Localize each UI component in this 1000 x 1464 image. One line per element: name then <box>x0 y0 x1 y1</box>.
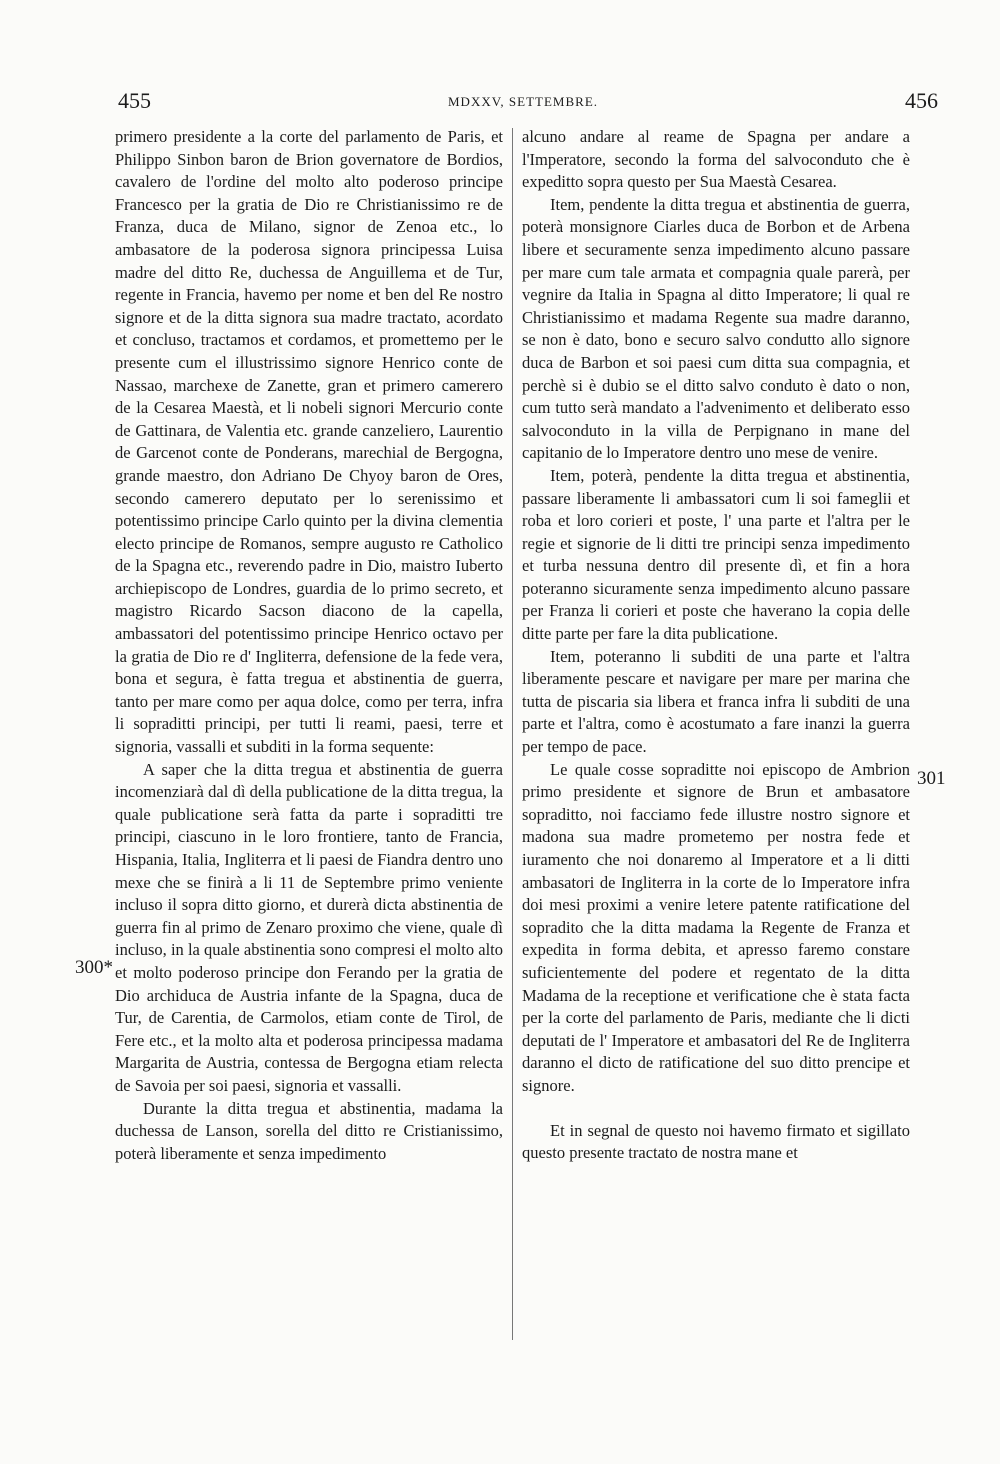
paragraph: Item, pendente la ditta tregua et abstinentia de guerra, poterà monsignore Ciarles duca de Borbon et de Arbena libere et securamente senza impedimento alcuno passare per mare cum tale armata et compagnia quale parerà, per vegnire da Italia in Spagna al ditto Imperatore; li qual re Christianissimo et madama Regente sua madre daranno, se non è dato, bono e securo salvo condutto allo signore duca de Barbon et soi paesi cum ditta sua compagnia, et perchè si è dubio se el ditto salvo conduto è dato o non, cum tutto serà mandato a l'advenimento et deliberato esso salvoconduto in la villa de Perpignano in mane del capitanio de lo Imperatore dentro uno mese de venire. <box>522 194 910 463</box>
left-column <box>115 126 503 1165</box>
page-header <box>0 80 1000 116</box>
running-title: MDXXV, SETTEMBRE. <box>448 94 599 109</box>
margin-note-left: 300* <box>75 957 113 978</box>
paragraph: primero presidente a la corte del parlamento de Paris, et Philippo Sinbon baron de Brion governatore de Bordios, cavalero de l'ordine del molto alto poderoso principe Francesco per la gratia de Dio re Christianissimo re de Franza, duca de Milano, signor de Zenoa etc., lo ambasatore de la poderosa signora principessa Luisa madre del ditto Re, duchessa de Anguillema et de Tur, regente in Francia, havemo per nome et ben del Re nostro signore et de la ditta signora sua madre tractato, acordato et concluso, tractamos et cordamos, et promettemo per le presente cum el illustrissimo signore Henrico conte de Nassao, marchexe de Zanette, gran et primero camerero de la Cesarea Maestà, et li nobeli signori Mercurio conte de Gattinara, de Valentia etc. grande canzeliero, Laurentio de Garcenot conte de Ponderans, marechial de Bergogna, grande maestro, don Adriano De Chyoy baron de Ores, secondo camerero deputato per lo serenissimo et potentissimo principe Carlo quinto per la divina clementia electo principe de Romanos, sempre augusto re Catholico de la Spagna etc., reverendo padre in Dio, maistro Iuberto archiepiscopo de Londres, guardia de lo primo secreto, et magistro Ricardo Sacson diacono de la capella, ambassatori del potentissimo principe Henrico octavo per la gratia de Dio re d' Ingliterra, defensione de la fede vera, bona et segura, è fatta tregua et abstinentia de guerra, tanto per mare como per aqua dolce, como per terra, infra li sopraditti principi, per tutti li reami, paesi, terre et signoria, vassalli et subditi in la forma sequente: <box>115 127 503 757</box>
paragraph: Item, poteranno li subditi de una parte et l'altra liberamente pescare et navigare per mare per marina che tutta de piscaria sia libera et franca infra li subditi de una parte et l'altra, como è acostumato a fare inanzi la guerra per tempo de pace. <box>522 646 910 757</box>
page-number-right: 456 <box>905 88 938 113</box>
column-divider <box>512 128 513 1340</box>
paragraph: A saper che la ditta tregua et abstinentia de guerra incomenziarà dal dì della publicatione de la ditta tregua, la quale publicatione serà fatta da parte i sopraditti tre principi, ciascuno in le loro frontiere, tanto de Francia, Hispania, Italia, Ingliterra et li paesi de Fiandra dentro uno mexe che se finirà a li 11 de Septembre primo veniente incluso il sopra ditto giorno, et durerà dicta abstinentia de guerra fin al primo de Zenaro proximo che viene, quale dì incluso, in la quale abstinentia sono compresi el molto alto et molto poderoso principe don Ferando per la gratia de Dio archiduca de Austria infante de la Spagna, duca de Tur, de Carentia, de Carmolos, etiam conte de Tirol, de Fere etc., et la molto alta et poderosa principessa madama Margarita de Austria, contessa de Bergogna etiam relecta de Savoia per soi paesi, signoria et vassalli. <box>115 759 503 1095</box>
paragraph: Durante la ditta tregua et abstinentia, madama la duchessa de Lanson, sorella del ditto re Cristianissimo, poterà liberamente et senza impedimento <box>115 1098 503 1163</box>
margin-note-right: 301 <box>917 768 946 789</box>
paragraph: Item, poterà, pendente la ditta tregua et abstinentia, passare liberamente li ambassatori cum li soi fameglii et roba et loro corieri et poste, l' una parte et l'altra per le regie et signorie de li ditti tre principi senza impedimento et turba nessuna dentro dil presente dì, et fin a hora poteranno sicuramente senza impedimento alcuno passare per Franza li corieri et poste che haverano la copia delle ditte parte per fare la dita publicatione. <box>522 465 910 644</box>
paragraph: alcuno andare al reame de Spagna per andare a l'Imperatore, secondo la forma del salvoconduto che è expeditto sopra questo per Sua Maestà Cesarea. <box>522 127 910 192</box>
paragraph: Et in segnal de questo noi havemo firmato et sigillato questo presente tractato de nostra mane et <box>522 1120 910 1163</box>
right-column <box>522 126 910 1165</box>
page-number-left: 455 <box>118 88 151 113</box>
paragraph: Le quale cosse sopraditte noi episcopo de Ambrion primo presidente et signore de Brun et ambasatore sopraditto, noi facciamo fede illustre nostro signore et madona sua madre prometemo per nostra fede et iuramento che noi donaremo al Imperatore et a li ditti ambasatori de Ingliterra in la corte de lo Imperatore infra doi mesi proximi a venire letere patente ratificatione del sopradito che la ditta madama la Regente de Franza et expedita in forma debita, et apresso faremo constare suficientemente del podere et regentato de la ditta Madama de la receptione et verificatione che è stata facta per la corte del parlamento de Paris, mediante che li dicti deputati de l' Imperatore et ambasatori del Re de Ingliterra daranno el dicto de ratificatione del suo ditto prencipe et signore. <box>522 759 910 1095</box>
